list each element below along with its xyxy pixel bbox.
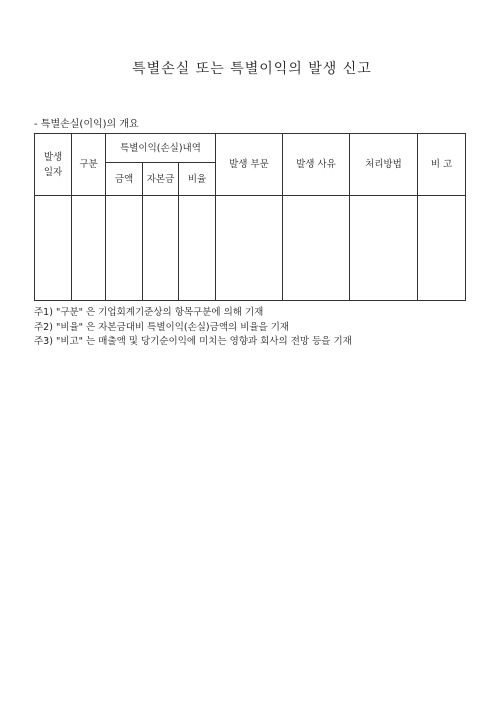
cell-ratio[interactable] <box>179 196 216 301</box>
cell-handling[interactable] <box>350 196 418 301</box>
section-label: - 특별손실(이익)의 개요 <box>34 119 139 130</box>
header-category: 구분 <box>72 134 106 196</box>
cell-category[interactable] <box>72 196 106 301</box>
header-reason: 발생 사유 <box>283 134 350 196</box>
table-row <box>35 196 466 301</box>
header-capital: 자본금 <box>143 163 179 196</box>
cell-amount[interactable] <box>106 196 143 301</box>
document-title: 특별손실 또는 특별이익의 발생 신고 <box>132 61 372 77</box>
footnotes <box>34 306 352 350</box>
header-date: 발생 일자 <box>35 134 72 196</box>
cell-department[interactable] <box>216 196 283 301</box>
header-handling: 처리방법 <box>350 134 418 196</box>
header-details-group: 특별이익(손실)내역 <box>106 134 216 163</box>
header-row-top <box>35 134 466 163</box>
cell-date[interactable] <box>35 196 72 301</box>
footnote-2: 주2) "비율" 은 자본금대비 특별이익(손실)금액의 비율을 기재 <box>34 321 290 333</box>
cell-reason[interactable] <box>283 196 350 301</box>
header-amount: 금액 <box>106 163 143 196</box>
cell-remarks[interactable] <box>418 196 466 301</box>
footnote-1: 주1) "구분" 은 기업회계기준상의 항목구분에 의해 기재 <box>34 307 264 318</box>
cell-capital[interactable] <box>143 196 179 301</box>
header-remarks: 비 고 <box>418 134 466 196</box>
footnote-3: 주3) "비고" 는 매출액 및 당기순이익에 미치는 영향과 회사의 전망 등을 기재 <box>34 336 352 347</box>
header-ratio: 비율 <box>179 163 216 196</box>
report-table <box>34 133 466 301</box>
header-department: 발생 부문 <box>216 134 283 196</box>
